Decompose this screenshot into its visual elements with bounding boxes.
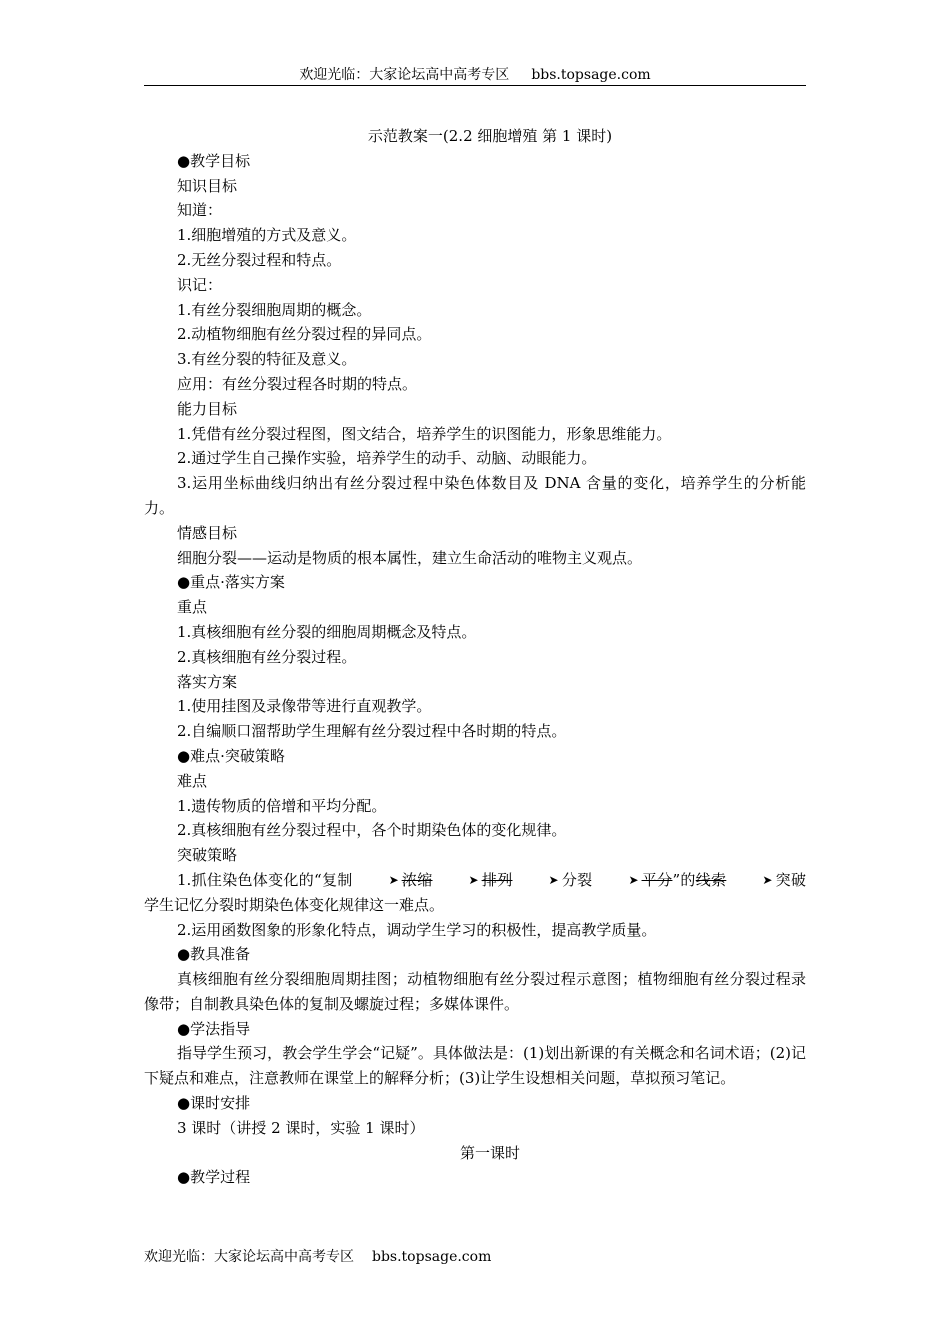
subheading-ability-goals: 能力目标 <box>177 399 238 418</box>
header-site-name: 欢迎光临：大家论坛高中高考专区 <box>299 67 510 83</box>
document-title: 示范教案一(2.2 细胞增殖 第 1 课时) <box>367 127 613 145</box>
text-line: 1.细胞增殖的方式及意义。 <box>177 226 357 245</box>
document-body <box>144 124 806 1190</box>
strategy-step-condense: 浓缩 <box>401 870 433 889</box>
page-header <box>144 66 806 84</box>
strategy-step-arrange: 排列 <box>481 870 513 889</box>
section-heading-key-points: ●重点·落实方案 <box>177 573 285 592</box>
text-line: 3.有丝分裂的特征及意义。 <box>177 350 357 369</box>
text-line: 细胞分裂——运动是物质的根本属性，建立生命活动的唯物主义观点。 <box>177 548 643 567</box>
text-line: 1.有丝分裂细胞周期的概念。 <box>177 300 372 319</box>
strategy-mid: ”的 <box>672 870 696 889</box>
section-heading-teaching-aids: ●教具准备 <box>177 945 251 964</box>
subheading-difficulties: 难点 <box>177 771 208 790</box>
arrow-right-icon: ➤ <box>628 872 639 887</box>
footer-site-name: 欢迎光临：大家论坛高中高考专区 <box>144 1249 354 1265</box>
subheading-emotion-goals: 情感目标 <box>177 523 238 542</box>
label-know: 知道： <box>177 201 223 220</box>
strategy-paragraph <box>144 868 806 918</box>
text-line: 2.动植物细胞有丝分裂过程的异同点。 <box>177 325 432 344</box>
text-line: 2.自编顺口溜帮助学生理解有丝分裂过程中各时期的特点。 <box>177 722 567 741</box>
footer-site-url[interactable]: bbs.topsage.com <box>372 1249 492 1265</box>
text-paragraph: 3.运用坐标曲线归纳出有丝分裂过程中染色体数目及 DNA 含量的变化，培养学生的分析能力。 <box>144 474 806 517</box>
text-line: 1.使用挂图及录像带等进行直观教学。 <box>177 697 432 716</box>
text-line: 1.凭借有丝分裂过程图，图文结合，培养学生的识图能力，形象思维能力。 <box>177 424 672 443</box>
arrow-right-icon: ➤ <box>762 872 773 887</box>
text-line: 2.真核细胞有丝分裂过程中，各个时期染色体的变化规律。 <box>177 821 567 840</box>
section-heading-difficulties: ●难点·突破策略 <box>177 746 285 765</box>
text-paragraph: 指导学生预习，教会学生学会“记疑”。具体做法是：(1)划出新课的有关概念和名词术语；(2)记下疑点和难点，注意教师在课堂上的解释分析；(3)让学生设想相关问题，草拟预习笔记。 <box>144 1044 806 1088</box>
subheading-key-points: 重点 <box>177 598 208 617</box>
section-heading-study-method: ●学法指导 <box>177 1019 251 1038</box>
arrow-right-icon: ➤ <box>388 872 399 887</box>
section-heading-teaching-goals: ●教学目标 <box>177 151 251 170</box>
text-line: 2.真核细胞有丝分裂过程。 <box>177 647 357 666</box>
strategy-suffix: 突破学生记忆分裂时期染色体变化规律这一难点。 <box>144 870 806 914</box>
text-line: 2.无丝分裂过程和特点。 <box>177 250 342 269</box>
text-line: 1.遗传物质的倍增和平均分配。 <box>177 796 387 815</box>
text-line: 3 课时（讲授 2 课时，实验 1 课时） <box>177 1118 425 1137</box>
header-site-url[interactable]: bbs.topsage.com <box>531 67 651 83</box>
arrow-right-icon: ➤ <box>468 872 479 887</box>
strategy-step-divide: 分裂 <box>561 870 593 889</box>
section-heading-teaching-process: ●教学过程 <box>177 1168 251 1187</box>
subheading-implementation: 落实方案 <box>177 672 238 691</box>
strategy-step-split: 平分 <box>641 870 673 889</box>
strategy-prefix: 1.抓住染色体变化的“复制 <box>177 870 353 889</box>
text-paragraph: 真核细胞有丝分裂细胞周期挂图；动植物细胞有丝分裂过程示意图；植物细胞有丝分裂过程录像带；自制教具染色体的复制及螺旋过程；多媒体课件。 <box>144 970 806 1013</box>
lesson-title: 第一课时 <box>459 1143 520 1162</box>
text-line: 2.通过学生自己操作实验，培养学生的动手、动脑、动眼能力。 <box>177 449 597 468</box>
text-line: 应用：有丝分裂过程各时期的特点。 <box>177 374 418 393</box>
subheading-strategy: 突破策略 <box>177 846 238 865</box>
section-heading-schedule: ●课时安排 <box>177 1094 251 1113</box>
strategy-struck-word: 线索 <box>695 870 727 889</box>
text-line: 2.运用函数图象的形象化特点，调动学生学习的积极性，提高教学质量。 <box>177 920 657 939</box>
header-divider <box>144 85 806 86</box>
subheading-knowledge-goals: 知识目标 <box>177 176 238 195</box>
text-line: 1.真核细胞有丝分裂的细胞周期概念及特点。 <box>177 622 477 641</box>
label-memorize: 识记： <box>177 275 223 294</box>
arrow-right-icon: ➤ <box>548 872 559 887</box>
page-footer <box>144 1248 491 1266</box>
